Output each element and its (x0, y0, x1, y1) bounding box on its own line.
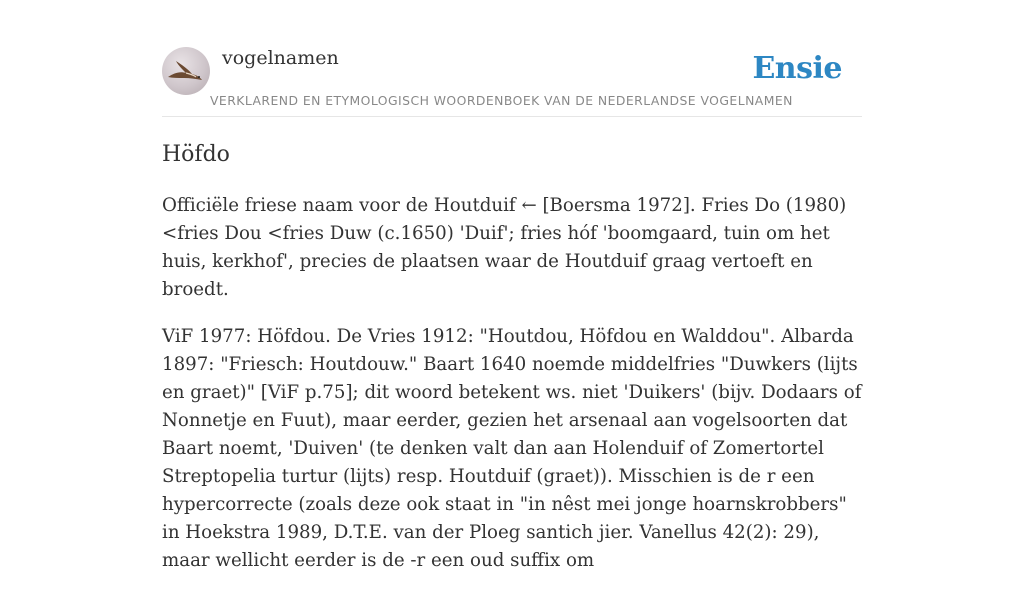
main-container (162, 0, 862, 571)
avatar[interactable] (162, 47, 210, 95)
article-paragraph: ViF 1977: Höfdou. De Vries 1912: "Houtdou, Höfdou en Walddou". Albarda 1897: "Friesch: Houtdouw." Baart 1640 noemde middelfries "Duwkers (lijts en graet)" [ViF p.75]; dit woord betekent ws. niet 'Duikers' (bijv. Dodaars of Nonnetje en Fuut), maar eerder, gezien het arsenaal aan vogelsoorten dat Baart noemt, 'Duiven' (te denken valt dan aan Holenduif of Zomertortel Streptopelia turtur (lijts) resp. Houtduif (graet)). Misschien is de r een hypercorrecte (zoals deze ook staat in "in nêst mei jonge hoarnskrobbers" in Hoekstra 1989, D.T.E. van der Ploeg santich jier. Vanellus 42(2): 29), maar wellicht eerder is de -r een oud suffix om (162, 326, 862, 571)
article-paragraph: Officiële friese naam voor de Houtduif ← [Boersma 1972]. Fries Do (1980) <fries Dou <fries Duw (c.1650) 'Duif'; fries hóf 'boomgaard, tuin om het huis, kerkhof', precies de plaatsen waar de Houtduif graag vertoeft en broedt. (162, 195, 847, 300)
ensie-logo[interactable]: Ensie (752, 51, 842, 86)
article-body (162, 192, 862, 594)
bird-icon (162, 47, 210, 95)
site-name-link[interactable]: vogelnamen (222, 47, 339, 69)
page-title: Höfdo (162, 142, 230, 167)
site-subtitle: VERKLAREND EN ETYMOLOGISCH WOORDENBOEK VAN DE NEDERLANDSE VOGELNAMEN (210, 93, 793, 108)
site-header (162, 0, 862, 117)
